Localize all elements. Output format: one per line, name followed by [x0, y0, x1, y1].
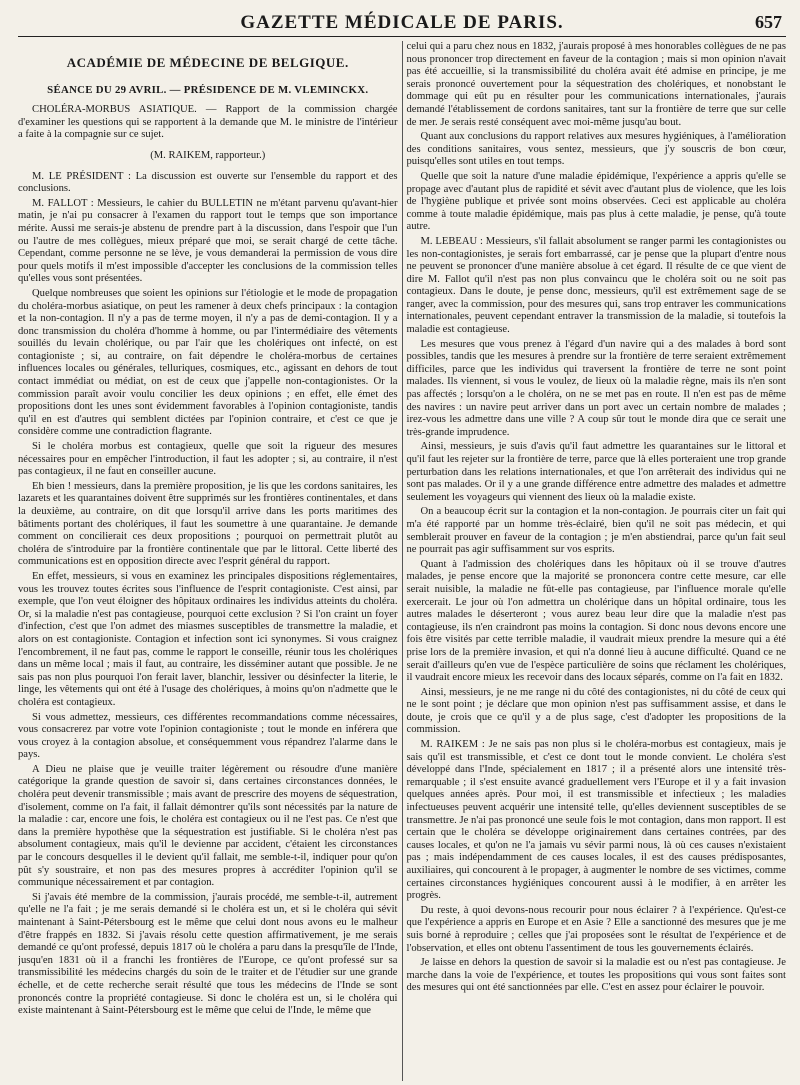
seance-heading: SÉANCE DU 29 AVRIL. — PRÉSIDENCE DE M. VLEMINCKX. — [47, 83, 369, 96]
paragraph: Eh bien ! messieurs, dans la première proposition, je lis que les cordons sanitaires, les lazarets et les quarantaines doivent être supprimés sur les frontières continentales, et dans la deuxième, au contraire, on dit que lorsqu'il arrive dans les ports maritimes des bâtiments portant des cholériques, il faut les soumettre à une quarantaine. Je demande comment on concilierait ces deux propositions ; pourquoi on permettrait plutôt au choléra de s'introduire par la frontière continentale que par le littoral. Cette liberté des communications est en opposition directe avec l'esprit général du rapport. — [18, 480, 398, 568]
paragraph: M. LE PRÉSIDENT : La discussion est ouverte sur l'ensemble du rapport et des conclusions. — [18, 170, 398, 195]
left-column — [18, 41, 402, 1081]
paragraph: Quant à l'admission des cholériques dans les hôpitaux où il se trouve d'autres malades, je pense encore que la majorité se prononcera contre cette mesure, car elle serait nuisible, la maladie ne fût-elle pas contagieuse, par l'influence morale qu'elle exercerait. Le jour où l'on admettra un cholérique dans un hôpital ordinaire, tous les autres malades le déserteront ; vous aurez beau leur dire que la maladie n'est pas contagieuse, ils n'en craindront pas moins la contagion. Si donc nous devons encore une fois être visités par cette terrible maladie, il vaudrait mieux prendre la mesure qui a été prise lors de la première invasion, et qui n'a donné lieu à aucune difficulté. Quand ce ne serait d'ailleurs qu'en vue de l'espèce particulière de soins que réclament les cholériques, il vaudrait encore mieux les recevoir dans des locaux séparés, comme on l'a fait en 1832. — [406, 558, 786, 684]
paragraph: Les mesures que vous prenez à l'égard d'un navire qui a des malades à bord sont possibles, tandis que les mesures à prendre sur la frontière de terre seraient extrêmement difficiles, parce que les individus qui traversent la frontière de terre ne sont point malades. Ils viennent, si vous le voulez, de lieux où la maladie règne, mais ils n'en sont pas affectés ; lorsqu'on a le choléra, on ne se met pas en route. Il n'en est pas de même des navires : un navire peut arriver dans un port avec un certain nombre de malades ; irez-vous les admettre dans une ville ? A coup sûr tout le monde dira que ce serait une très-grande imprudence. — [406, 338, 786, 438]
paragraph: En effet, messieurs, si vous en examinez les principales dispositions réglementaires, vous les trouvez toutes écrites sous l'influence de l'esprit contagioniste. C'est ainsi, par exemple, que l'on veut éloigner des hôpitaux ordinaires les individus atteints du choléra. Or, si la maladie n'est pas contagieuse, pourquoi cette exclusion ? Si l'on craint un foyer d'infection, c'est que l'on admet des miasmes susceptibles de transmettre la maladie, et alors on est contagioniste. Contagion et infection sont ici synonymes. Si vous craignez l'encombrement, il ne faut pas, comme le rapport le conseille, réunir tous les cholériques dans un même local ; mais il faut, au contraire, les disséminer autant que possible. Je ne sais pas non plus pourquoi l'on ferait laver, blanchir, lessiver ou désinfecter la literie, le linge, les vêtements qui ont été à l'usage des cholériques, à moins qu'on n'admette que le choléra est contagieux. — [18, 570, 398, 708]
paragraph: Quant aux conclusions du rapport relatives aux mesures hygiéniques, à l'amélioration des conditions sanitaires, vous sentez, messieurs, que j'y souscris de bon cœur, puisqu'elles sont utiles en tout temps. — [406, 131, 786, 168]
rapporteur-line: (M. RAIKEM, rapporteur.) — [150, 149, 266, 161]
paragraph: A Dieu ne plaise que je veuille traiter légèrement ou résoudre d'une manière catégorique la grande question de savoir si, dans certaines circonstances données, le choléra peut devenir transmissible ; mais avant de prescrire des moyens de séquestration, d'isolement, comme on l'a fait, il fallait démontrer qu'ils sont nécessités par la nature de la maladie : car, encore une fois, le choléra est contagieux ou il ne l'est pas. Ce n'est que dans la première hypothèse que la séquestration est justifiable. Si le choléra n'est pas absolument contagieux, mais qu'il le devienne par accident, c'étaient les circonstances par le concours desquelles il le devient qu'il fallait, me semble-t-il, indiquer pour qu'on pût s'y soustraire, et non pas des mesures propres à accréditer l'opinion qu'il se communique nécessairement et par contagion. — [18, 763, 398, 889]
journal-title: GAZETTE MÉDICALE DE PARIS. — [240, 12, 564, 33]
paragraph: M. FALLOT : Messieurs, le cahier du BULLETIN ne m'étant parvenu qu'avant-hier matin, je n'ai pu consacrer à l'examen du rapport tout le temps que son importance mérite. Aussi me serais-je abstenu de prendre part à la discussion, dans l'espoir que l'un ou l'autre de mes collègues, mieux préparé que moi, se serait chargé de cette tâche. Cependant, comme personne ne se lève, je vous demanderai la permission de vous dire pour quels motifs il m'est impossible d'accepter les conclusions de la commission telles qu'elles vous sont présentées. — [18, 197, 398, 285]
page-number: 657 — [755, 12, 782, 32]
paragraph: Ainsi, messieurs, je suis d'avis qu'il faut admettre les quarantaines sur le littoral et qu'il faut les rejeter sur la frontière de terre, parce que là elles porteraient une trop grande perturbation dans les relations internationales, et que l'on arrêterait des individus qui ne sont pas malades. Or il y a une grande différence entre admettre des malades et admettre seulement les voyageurs qui viennent des lieux où la maladie existe. — [406, 441, 786, 503]
paragraph: Si vous admettez, messieurs, ces différentes recommandations comme nécessaires, vous consacrerez par votre vote l'opinion contagioniste ; tout le monde en inférera que vous croyez à la contagion absolue, et conséquemment vous répandrez l'alarme dans le pays. — [18, 711, 398, 761]
paragraph: M. RAIKEM : Je ne sais pas non plus si le choléra-morbus est contagieux, mais je sais qu'il est transmissible, et c'est ce dont tout le monde convient. Le choléra s'est développé dans l'Inde, spécialement en 1817 ; il a présenté alors une intensité très-remarquable ; il s'est ensuite avancé graduellement vers l'Europe et il y a fait invasion quelques années après. Pour moi, il est transmissible et infectieux ; les maladies infectueuses peuvent acquérir une intensité telle, qu'elles deviennent susceptibles de se transmettre. Je n'ai pas prononcé une seule fois le mot contagion, dans mon rapport. Il est certain que le choléra se développe originairement dans certaines contrées, par des causes locales, et qu'on ne l'a jamais vu sévir parmi nous, là où ces causes n'existaient pas ; mais indépendamment de ces causes locales, il est des causes prédisposantes, auxiliaires, qui concourent à le propager, à augmenter le nombre de ses victimes, comme certaines circonstances hygiéniques concourent aussi à le modifier, à en arrêter les progrès. — [406, 739, 786, 902]
intro-paragraph: CHOLÉRA-MORBUS ASIATIQUE. — Rapport de la commission chargée d'examiner les questions qui se rapportent à la demande que M. le ministre de l'intérieur a faite à la compagnie sur ce sujet. — [18, 104, 398, 141]
page-header — [18, 10, 786, 37]
paragraph: Du reste, à quoi devons-nous recourir pour nous éclairer ? à l'expérience. Qu'est-ce que l'expérience a appris en Europe et en Asie ? Elle a sanctionné des mesures que je me suis borné à reproduire ; celles que j'ai proposées sont le résultat de l'expérience et de l'observation, et elles ont obtenu l'assentiment de tous les gouvernements éclairés. — [406, 904, 786, 954]
paragraph: On a beaucoup écrit sur la contagion et la non-contagion. Je pourrais citer un fait qui m'a été rapporté par un homme très-éclairé, bien qu'il ne soit pas médecin, et qui semblerait prouver en faveur de la contagion ; je m'en abstiendrai, parce qu'un fait seul ne pourrait pas agir suffisamment sur vos esprits. — [406, 506, 786, 556]
paragraph: Ainsi, messieurs, je ne me range ni du côté des contagionistes, ni du côté de ceux qui ne le sont point ; je déclare que mon opinion n'est pas suffisamment assise, et dans le doute, je crois que ce qu'il y a de plus sage, c'est d'adopter les propositions de la commission. — [406, 686, 786, 736]
paragraph: celui qui a paru chez nous en 1832, j'aurais proposé à mes honorables collègues de ne pas nous prononcer trop directement en faveur de la contagion ; mais si mon opinion n'avait pas été accueillie, si la transmissibilité du choléra avait été admise en principe, je me serais prononcé ouvertement pour la séquestration des cholériques, et nonobstant le dommage qui eût pu en résulter pour les communications internationales, j'aurais demandé l'établissement de cordons sanitaires, tant sur la frontière de terre que sur celle de mer. Je serais resté conséquent avec moi-même jusqu'au bout. — [406, 41, 786, 128]
section-title: ACADÉMIE DE MÉDECINE DE BELGIQUE. — [66, 55, 349, 70]
right-column — [402, 41, 787, 1081]
paragraph: Si le choléra morbus est contagieux, quelle que soit la rigueur des mesures nécessaires pour en empêcher l'introduction, il faut les adopter ; si, au contraire, il n'est pas contagieux, il ne faut en conseiller aucune. — [18, 441, 398, 478]
columns — [18, 41, 786, 1081]
paragraph: Quelque nombreuses que soient les opinions sur l'étiologie et le mode de propagation du choléra-morbus asiatique, on peut les ramener à deux chefs principaux : la contagion et la non-contagion. Il n'y a pas de terme moyen, il n'y a pas de demi-contagion. Il y a donc transmission du choléra d'homme à homme, ou par l'intermédiaire des vêtements souillés du levain cholérique, ou par l'air que les cholériques ont infecté, on est contagioniste ; si, au contraire, on fait dépendre le choléra-morbus de certaines influences locales ou générales, telluriques, cosmiques, etc., agissant en dehors de tout contact immédiat ou médiat, on est de ceux que j'appelle non-contagionistes. Or la commission paraît avoir voulu concilier les deux opinions ; en effet, elle émet des propositions dont les unes sont évidemment favorables à l'opinion contagioniste, tandis qu'il en est d'autres qui semblent dictées par l'opinion contraire, et c'est ce que je considère comme une contradiction flagrante. — [18, 287, 398, 438]
paragraph: Quelle que soit la nature d'une maladie épidémique, l'expérience a appris qu'elle se propage avec d'autant plus de rapidité et sévit avec d'autant plus de violence, que les lois de l'hygiène publique et privée sont moins observées. Ceci est applicable au choléra comme à toute maladie épidémique, mais pas plus à cette maladie, je pense, qu'à toute autre. — [406, 170, 786, 233]
paragraph: M. LEBEAU : Messieurs, s'il fallait absolument se ranger parmi les contagionistes ou les non-contagionistes, je serais fort embarrassé, car je pense que la plupart d'entre nous ne peuvent se prononcer d'une manière absolue à cet égard. Il résulte de ce que vient de dire M. Fallot qu'il n'est pas non plus convaincu que le choléra soit ou ne soit pas contagieux. Dans le doute, je pense donc, messieurs, qu'il est extrêmement sage de se ranger, avec la commission, pour des mesures qui, sans trop entraver les communications internationales, peuvent cependant entraver la transmission de la maladie, si toutefois la maladie est contagieuse. — [406, 235, 786, 336]
paragraph: Je laisse en dehors la question de savoir si la maladie est ou n'est pas contagieuse. Je marche dans la voie de l'expérience, et toutes les propositions qui vous sont faites sont des mesures qui ont été sanctionnées par elle. C'est en assez pour éclairer le pouvoir. — [406, 957, 786, 994]
paragraph: Si j'avais été membre de la commission, j'aurais procédé, me semble-t-il, autrement qu'elle ne l'a fait ; je me serais demandé si le choléra est un, et si le choléra qui sévit maintenant à Saint-Pétersbourg est le même que celui dont nous avons eu le malheur d'être frappés en 1832. Si j'avais résolu cette question affirmativement, je me serais demandé ce qu'ont professé, depuis 1817 où le choléra a paru dans la presqu'île de l'Inde, jusqu'en 1831 où il a franchi les frontières de l'Europe, ce qu'ont professé sur sa transmissibilité les médecins chargés du soin de le traiter et de l'étudier sur une grande échelle, et de cette recherche serait résulté que tous les médecins de l'Inde se sont prononcés contre la propriété contagieuse. Si donc le choléra est un, si le choléra qui existe maintenant à Saint-Pétersbourg est le même que celui de l'Inde, le même que — [18, 891, 398, 1017]
